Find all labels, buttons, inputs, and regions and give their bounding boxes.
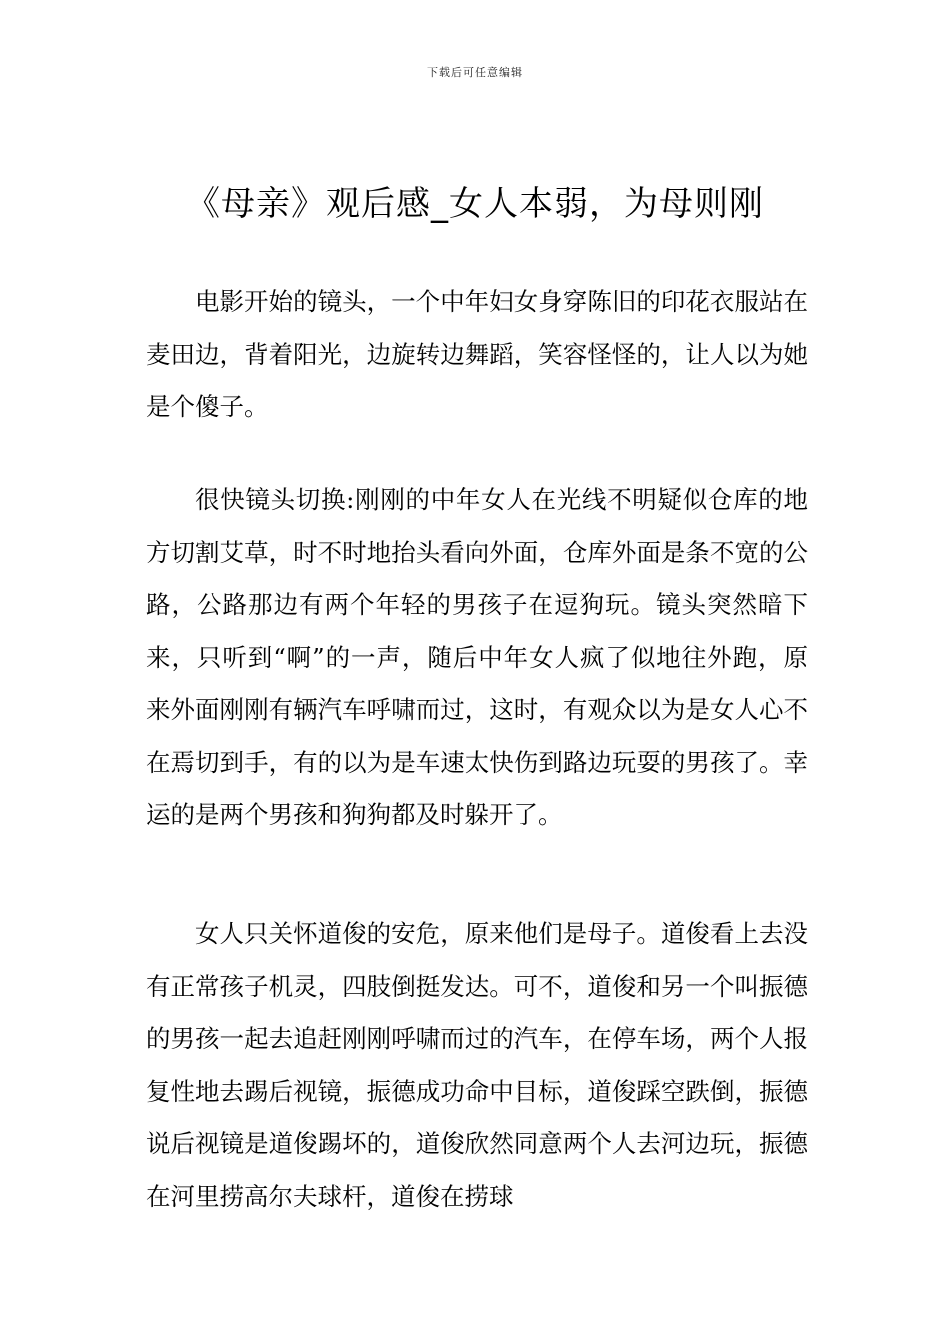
paragraph-1: 电影开始的镜头，一个中年妇女身穿陈旧的印花衣服站在麦田边，背着阳光，边旋转边舞蹈，笑容怪怪的，让人以为她是个傻子。 [146, 287, 808, 421]
paragraph-3: 女人只关怀道俊的安危，原来他们是母子。道俊看上去没有正常孩子机灵，四肢倒挺发达。可不，道俊和另一个叫振德的男孩一起去追赶刚刚呼啸而过的汽车，在停车场，两个人报复性地去踢后视镜，振德成功命中目标，道俊踩空跌倒，振德说后视镜是道俊踢坏的，道俊欣然同意两个人去河边玩，振德在河里捞高尔夫球杆，道俊在捞球 [146, 919, 808, 1211]
document-title: 《母亲》观后感_女人本弱，为母则刚 [186, 184, 764, 224]
paragraph-2: 很快镜头切换:刚刚的中年女人在光线不明疑似仓库的地方切割艾草，时不时地抬头看向外面，仓库外面是条不宽的公路，公路那边有两个年轻的男孩子在逗狗玩。镜头突然暗下来，只听到“啊”的一声，随后中年女人疯了似地往外跑，原来外面刚刚有辆汽车呼啸而过，这时，有观众以为是女人心不在焉切到手，有的以为是车速太快伤到路边玩耍的男孩了。幸运的是两个男孩和狗狗都及时躲开了。 [146, 485, 808, 829]
page-header-note: 下载后可任意编辑 [427, 66, 523, 79]
